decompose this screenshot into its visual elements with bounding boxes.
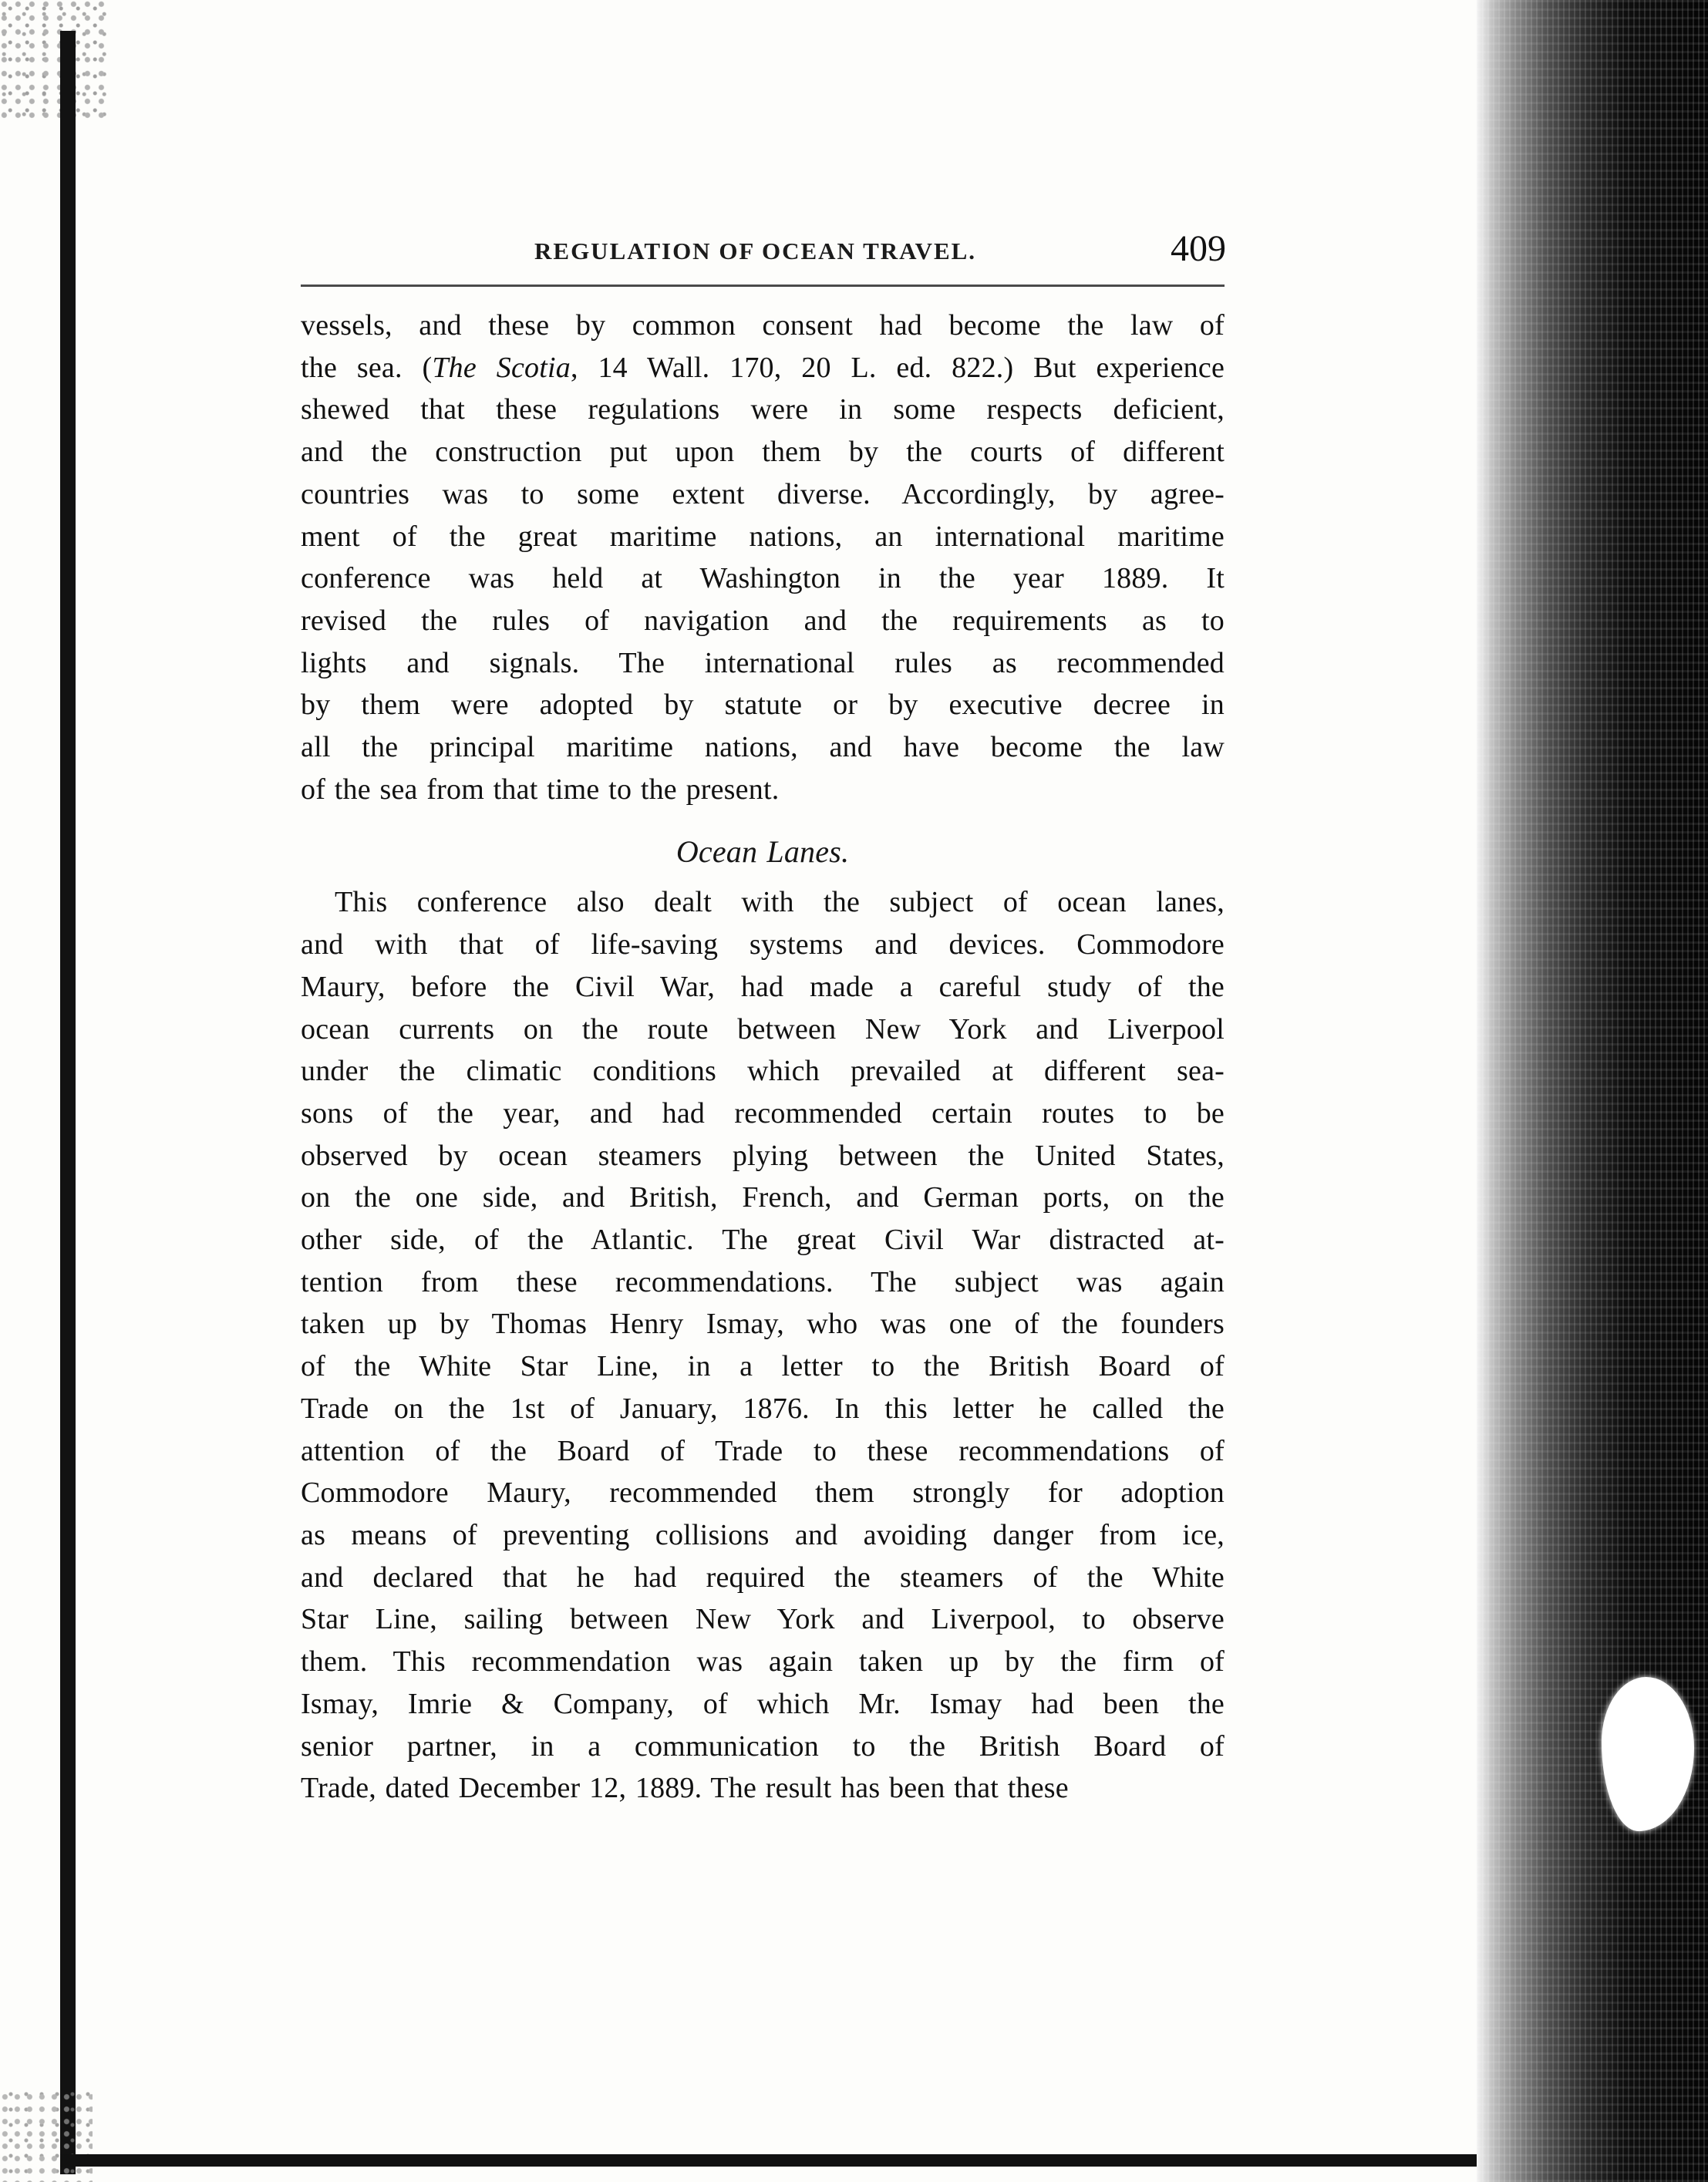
bottom-scan-rule: [60, 2154, 1496, 2167]
paragraph-line: sons of the year, and had recommended certain routes to be: [301, 1096, 1225, 1130]
paragraph-line: Trade on the 1st of January, 1876. In this letter he called the: [301, 1392, 1225, 1425]
paragraph-2: [301, 881, 1225, 1809]
paragraph-line: attention of the Board of Trade to these recommendations of: [301, 1434, 1225, 1467]
paragraph-line: Commodore Maury, recommended them strongly for adoption: [301, 1477, 1225, 1510]
paragraph-line: taken up by Thomas Henry Ismay, who was one of the founders: [301, 1308, 1225, 1341]
paragraph-line: all the principal maritime nations, and have become the law: [301, 731, 1225, 764]
paragraph-line: Ismay, Imrie & Company, of which Mr. Ismay had been the: [301, 1687, 1225, 1720]
page-header: [301, 224, 1226, 287]
paragraph-line: Trade, dated December 12, 1889. The result has been that these: [301, 1772, 1069, 1805]
paragraph-line: of the sea from that time to the present.: [301, 773, 780, 806]
paragraph-1: [301, 305, 1225, 810]
paragraph-line: ocean currents on the route between New York and Liverpool: [301, 1012, 1225, 1046]
paragraph-line: them. This recommendation was again taken up by the firm of: [301, 1645, 1225, 1679]
white-scan-blob: [1602, 1677, 1694, 1831]
paragraph-line: as means of preventing collisions and avoiding danger from ice,: [301, 1518, 1225, 1551]
paragraph-line: tention from these recommendations. The subject was again: [301, 1265, 1225, 1298]
paragraph-line: senior partner, in a communication to the British Board of: [301, 1729, 1225, 1763]
paragraph-line: under the climatic conditions which prevailed at different sea-: [301, 1055, 1225, 1088]
paragraph-line: on the one side, and British, French, and German ports, on the: [301, 1181, 1225, 1214]
page-number: 409: [1171, 228, 1226, 269]
right-scanner-edge: [1477, 0, 1708, 2182]
header-rule: [301, 285, 1225, 287]
paragraph-line: by them were adopted by statute or by executive decree in: [301, 689, 1225, 722]
body-text: [301, 305, 1225, 1810]
paragraph-line: ment of the great maritime nations, an international maritime: [301, 520, 1225, 553]
paragraph-line: Star Line, sailing between New York and Liverpool, to observe: [301, 1603, 1225, 1636]
paragraph-line: conference was held at Washington in the year 1889. It: [301, 562, 1225, 595]
left-binding-rule: [60, 31, 76, 2174]
paragraph-line: countries was to some extent diverse. Accordingly, by agree-: [301, 477, 1225, 510]
paragraph-line: This conference also dealt with the subject of ocean lanes,: [335, 886, 1225, 919]
paragraph-line: Maury, before the Civil War, had made a careful study of the: [301, 970, 1225, 1003]
section-heading: Ocean Lanes.: [675, 834, 850, 870]
paragraph-line: the sea. (The Scotia, 14 Wall. 170, 20 L. ed. 822.) But experience: [301, 351, 1225, 384]
paragraph-line: observed by ocean steamers plying between the United States,: [301, 1139, 1225, 1172]
bottom-left-scan-smudge: [0, 2089, 93, 2182]
paragraph-line: and the construction put upon them by the courts of different: [301, 436, 1225, 469]
paragraph-line: lights and signals. The international rules as recommended: [301, 646, 1225, 679]
running-head: REGULATION OF OCEAN TRAVEL.: [534, 237, 977, 264]
paragraph-line: and with that of life-saving systems and devices. Commodore: [301, 928, 1225, 961]
case-name-italic: The Scotia: [432, 351, 571, 384]
paragraph-line: revised the rules of navigation and the requirements as to: [301, 604, 1225, 637]
left-scan-speckle: [0, 0, 108, 123]
paragraph-line: shewed that these regulations were in some respects deficient,: [301, 393, 1225, 426]
paragraph-line: vessels, and these by common consent had become the law of: [301, 309, 1225, 342]
paragraph-line: and declared that he had required the steamers of the White: [301, 1561, 1225, 1594]
paragraph-line: of the White Star Line, in a letter to the British Board of: [301, 1350, 1225, 1383]
paragraph-line: other side, of the Atlantic. The great Civil War distracted at-: [301, 1224, 1225, 1257]
